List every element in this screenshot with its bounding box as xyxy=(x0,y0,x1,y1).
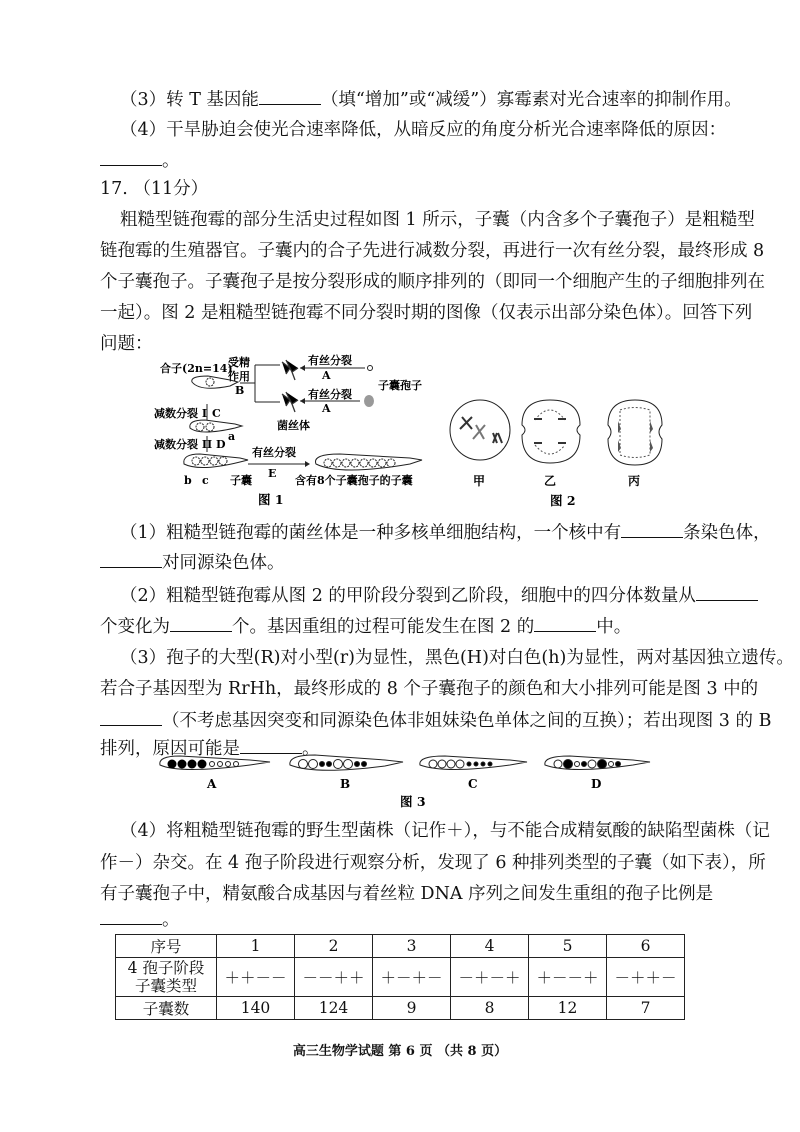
label: 有丝分裂 xyxy=(252,446,296,459)
figure-caption: 图 2 xyxy=(550,493,576,508)
ascus-D xyxy=(554,760,621,769)
table-cell: －＋＋－ xyxy=(607,958,685,997)
table-cell: 12 xyxy=(529,997,607,1020)
answer-blank xyxy=(100,709,162,726)
table-cell: ＋－－＋ xyxy=(529,958,607,997)
label: 丙 xyxy=(628,474,641,488)
answer-blank xyxy=(100,551,162,568)
table-row xyxy=(116,958,685,997)
answer-blank xyxy=(534,615,596,632)
q17-part2 xyxy=(120,584,730,607)
figure-1-life-cycle xyxy=(154,352,450,512)
text: 条染色体， xyxy=(683,523,771,543)
table-header: 子囊数 xyxy=(116,997,217,1020)
label: c xyxy=(202,474,209,487)
label: A xyxy=(322,402,331,415)
q17-part3-line xyxy=(100,709,772,732)
text: 个变化为 xyxy=(100,617,170,637)
answer-blank xyxy=(170,615,232,632)
label: 有丝分裂 xyxy=(308,354,352,367)
text: （3）转 T 基因能 xyxy=(120,90,259,110)
label: 子囊 xyxy=(230,474,252,487)
answer-blank xyxy=(100,908,162,925)
label: 减数分裂 I xyxy=(154,407,207,420)
table-cell: －－＋＋ xyxy=(295,958,373,997)
table-cell: 4 xyxy=(451,935,529,958)
text: （填“增加”或“减缓”）寡霉素对光合速率的抑制作用。 xyxy=(320,90,742,110)
label: 乙 xyxy=(544,474,557,488)
q17-intro-line: 粗糙型链孢霉的部分生活史过程如图 1 所示，子囊（内含多个子囊孢子）是粗糙型 xyxy=(120,210,755,230)
q17-intro-line: 个子囊孢子。子囊孢子是按分裂形成的顺序排列的（即同一个细胞产生的子细胞排列在 xyxy=(100,272,765,292)
label: 减数分裂 II xyxy=(154,438,213,451)
figure-caption: 图 3 xyxy=(400,794,426,809)
q17-part3: （3）孢子的大型(R)对小型(r)为显性，黑色(H)对白色(h)为显性，两对基因独立遗传。 xyxy=(120,648,794,668)
text: 4 孢子阶段 xyxy=(127,959,205,977)
text: 排列，原因可能是 xyxy=(100,739,240,759)
figure-2-cell-division xyxy=(440,385,690,510)
text: （不考虑基因突变和同源染色体非姐妹染色单体之间的互换）；若出现图 3 的 B xyxy=(162,711,772,731)
table-cell: 8 xyxy=(451,997,529,1020)
label: 受精 xyxy=(228,356,250,369)
label: 菌丝体 xyxy=(277,419,310,432)
page-footer: 高三生物学试题 第 6 页 （共 8 页） xyxy=(292,1044,508,1059)
q16-part3 xyxy=(120,88,742,111)
label: 含有8个子囊孢子的子囊 xyxy=(295,474,413,487)
text: （1）粗糙型链孢霉的菌丝体是一种多核单细胞结构，一个核中有 xyxy=(120,523,622,543)
q17-header: 17. （11分） xyxy=(100,179,209,199)
q16-part4: （4）干旱胁迫会使光合速率降低，从暗反应的角度分析光合速率降低的原因： xyxy=(120,120,727,140)
text: 对同源染色体。 xyxy=(162,553,285,573)
label: A xyxy=(322,369,331,382)
table-cell: 5 xyxy=(529,935,607,958)
table-header xyxy=(116,958,217,997)
text: 。 xyxy=(302,739,320,759)
q17-part4-answer xyxy=(100,908,710,931)
label: A xyxy=(207,777,217,791)
q17-part4-line: 有子囊孢子中，精氨酸合成基因与着丝粒 DNA 序列之间发生重组的孢子比例是 xyxy=(100,884,714,904)
label: D xyxy=(216,438,226,451)
table-cell: －＋－＋ xyxy=(451,958,529,997)
ascus-C xyxy=(429,760,492,768)
table-cell: 124 xyxy=(295,997,373,1020)
answer-blank xyxy=(259,88,321,105)
table-cell: 140 xyxy=(217,997,295,1020)
ascus-type-table xyxy=(115,934,685,1020)
label: E xyxy=(268,467,277,480)
text: （2）粗糙型链孢霉从图 2 的甲阶段分裂到乙阶段，细胞中的四分体数量从 xyxy=(120,586,696,606)
label: 作用 xyxy=(228,370,250,383)
table-cell: ＋＋－－ xyxy=(217,958,295,997)
label: 甲 xyxy=(473,474,486,488)
label: D xyxy=(591,777,602,791)
q16-part4-answer xyxy=(100,149,710,172)
label: B xyxy=(235,384,245,397)
text: 个。基因重组的过程可能发生在图 2 的 xyxy=(232,617,535,637)
label: 合子(2n=14) xyxy=(160,362,233,375)
label: C xyxy=(468,777,478,791)
table-cell: 2 xyxy=(295,935,373,958)
ascus-B xyxy=(299,760,367,769)
text: 中。 xyxy=(596,617,632,637)
q17-part4-line: 作－）杂交。在 4 孢子阶段进行观察分析，发现了 6 种排列类型的子囊（如下表），所 xyxy=(100,853,766,873)
table-cell: 9 xyxy=(373,997,451,1020)
table-cell: 6 xyxy=(607,935,685,958)
figure-caption: 图 1 xyxy=(258,492,284,507)
table-cell: ＋－＋－ xyxy=(373,958,451,997)
table-cell: 3 xyxy=(373,935,451,958)
q17-intro-line: 一起）。图 2 是粗糙型链孢霉不同分裂时期的图像（仅表示出部分染色体）。回答下列 xyxy=(100,303,753,323)
figure-3-ascus-arrangements xyxy=(155,752,675,810)
answer-blank xyxy=(621,521,683,538)
text: 。 xyxy=(162,910,180,930)
table-header: 序号 xyxy=(116,935,217,958)
q17-intro-line: 链孢霉的生殖器官。子囊内的合子先进行减数分裂，再进行一次有丝分裂，最终形成 8 xyxy=(100,241,765,261)
table-cell: 1 xyxy=(217,935,295,958)
label: 有丝分裂 xyxy=(308,388,352,401)
table-row xyxy=(116,997,685,1020)
text: 。 xyxy=(162,151,180,171)
label: b xyxy=(184,474,192,487)
q17-intro-line: 问题： xyxy=(100,334,153,354)
label: C xyxy=(212,407,221,420)
text: 子囊类型 xyxy=(134,977,197,995)
q17-part1 xyxy=(120,521,771,544)
table-cell: 7 xyxy=(607,997,685,1020)
q17-part2-cont xyxy=(100,615,710,638)
answer-blank xyxy=(696,584,758,601)
hypha-icon xyxy=(282,360,298,412)
q17-part3-line: 若合子基因型为 RrHh，最终形成的 8 个子囊孢子的颜色和大小排列可能是图 3 中的 xyxy=(100,679,759,699)
answer-blank xyxy=(100,149,162,166)
q17-part4: （4）将粗糙型链孢霉的野生型菌株（记作＋），与不能合成精氨酸的缺陷型菌株（记 xyxy=(120,821,770,841)
table-row xyxy=(116,935,685,958)
label: B xyxy=(340,777,351,791)
label: 子囊孢子 xyxy=(378,379,422,392)
q17-part1-cont xyxy=(100,551,710,574)
label: a xyxy=(228,430,236,443)
